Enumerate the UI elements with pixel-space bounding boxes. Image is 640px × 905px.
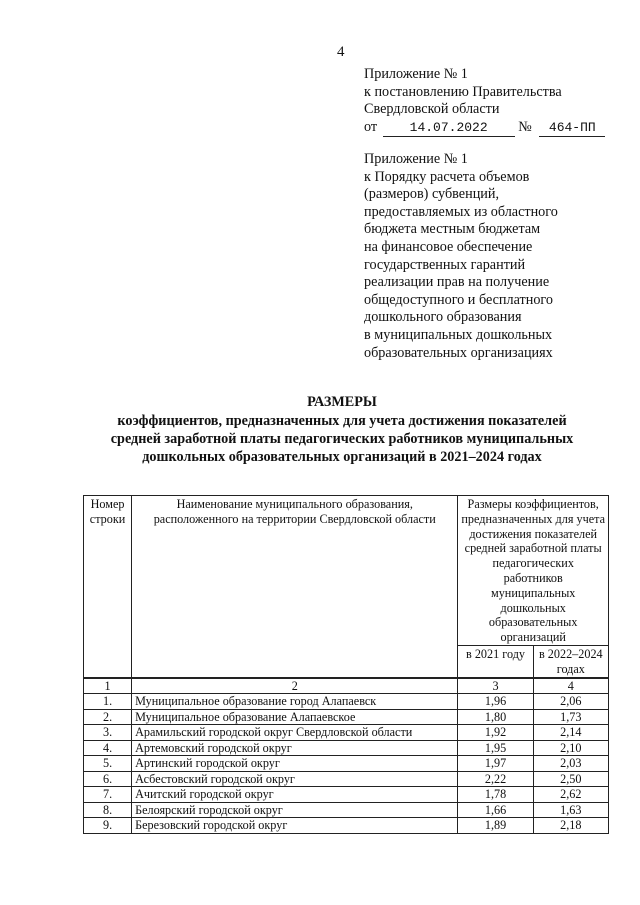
coef-2022-2024: 2,62	[533, 787, 608, 803]
table-row	[84, 756, 609, 772]
column-index: 3	[458, 678, 533, 694]
municipality-name: Ачитский городской округ	[132, 787, 458, 803]
table-row	[84, 709, 609, 725]
table-row	[84, 787, 609, 803]
coef-2021: 1,96	[458, 694, 533, 710]
header-years-2022-2024: в 2022–2024 годах	[533, 645, 608, 677]
municipality-name: Артинский городской округ	[132, 756, 458, 772]
coef-2022-2024: 2,14	[533, 725, 608, 741]
annex-line: Приложение № 1	[364, 151, 468, 167]
table-row	[84, 802, 609, 818]
table-row	[84, 694, 609, 710]
header-municipality-name: Наименование муниципального образования, расположенного на территории Свердловской области	[132, 496, 458, 678]
title-line: средней заработной платы педагогических работников муниципальных	[110, 431, 574, 447]
resolution-date-row	[364, 119, 605, 137]
coef-2021: 1,89	[458, 818, 533, 834]
annex-line: к Порядку расчета объемов	[364, 168, 530, 185]
column-index: 1	[84, 678, 132, 694]
row-number: 6.	[84, 771, 132, 787]
coef-2021: 1,92	[458, 725, 533, 741]
document-title	[60, 393, 624, 466]
table-row	[84, 740, 609, 756]
annex-line: предоставляемых из областного	[364, 203, 558, 220]
table-row	[84, 725, 609, 741]
resolution-number: 464-ПП	[539, 120, 605, 137]
annex-line: Приложение № 1	[364, 66, 468, 82]
row-number: 9.	[84, 818, 132, 834]
coefficients-table	[83, 495, 609, 834]
annex-line: (размеров) субвенций,	[364, 186, 500, 203]
annex-line: общедоступного и бесплатного	[364, 291, 553, 308]
coef-2021: 1,66	[458, 802, 533, 818]
coef-2022-2024: 1,73	[533, 709, 608, 725]
coef-2021: 1,78	[458, 787, 533, 803]
title-line: коэффициентов, предназначенных для учета достижения показателей	[117, 413, 567, 429]
row-number: 7.	[84, 787, 132, 803]
table-row	[84, 771, 609, 787]
coef-2021: 1,80	[458, 709, 533, 725]
coef-2022-2024: 2,06	[533, 694, 608, 710]
title-heading: РАЗМЕРЫ	[307, 394, 377, 410]
municipality-name: Березовский городской округ	[132, 818, 458, 834]
coef-2022-2024: 2,18	[533, 818, 608, 834]
municipality-name: Белоярский городской округ	[132, 802, 458, 818]
coef-2022-2024: 2,50	[533, 771, 608, 787]
number-prefix: №	[518, 118, 532, 135]
header-row-number: Номер строки	[84, 496, 132, 678]
coef-2022-2024: 1,63	[533, 802, 608, 818]
header-coefficients: Размеры коэффициентов, предназначенных для учета достижения показателей средней заработной платы педагогических работников муниципальных дошкольных образовательных организаций	[458, 496, 609, 646]
row-number: 2.	[84, 709, 132, 725]
annex-line: образовательных организациях	[364, 344, 553, 361]
annex-line: на финансовое обеспечение	[364, 238, 533, 255]
coef-2021: 1,97	[458, 756, 533, 772]
annex-line: Свердловской области	[364, 101, 500, 118]
annex-line: дошкольного образования	[364, 309, 522, 326]
column-index-row	[84, 678, 609, 694]
annex-line: бюджета местным бюджетам	[364, 221, 541, 238]
date-prefix: от	[364, 118, 378, 135]
title-line: дошкольных образовательных организаций в 2021–2024 годах	[142, 449, 542, 465]
row-number: 8.	[84, 802, 132, 818]
annex-line: государственных гарантий	[364, 256, 526, 273]
row-number: 3.	[84, 725, 132, 741]
row-number: 4.	[84, 740, 132, 756]
column-index: 2	[132, 678, 458, 694]
municipality-name: Арамильский городской округ Свердловской области	[132, 725, 458, 741]
coef-2022-2024: 2,10	[533, 740, 608, 756]
coef-2022-2024: 2,03	[533, 756, 608, 772]
row-number: 5.	[84, 756, 132, 772]
header-year-2021: в 2021 году	[458, 645, 533, 677]
column-index: 4	[533, 678, 608, 694]
annex-line: к постановлению Правительства	[364, 83, 562, 100]
table-row	[84, 818, 609, 834]
resolution-date: 14.07.2022	[383, 120, 515, 137]
coef-2021: 1,95	[458, 740, 533, 756]
coef-2021: 2,22	[458, 771, 533, 787]
municipality-name: Артемовский городской округ	[132, 740, 458, 756]
annex-resolution-block	[364, 66, 605, 137]
row-number: 1.	[84, 694, 132, 710]
municipality-name: Муниципальное образование город Алапаевск	[132, 694, 458, 710]
municipality-name: Муниципальное образование Алапаевское	[132, 709, 458, 725]
annex-line: реализации прав на получение	[364, 274, 550, 291]
annex-procedure-block	[364, 151, 558, 362]
annex-line: в муниципальных дошкольных	[364, 326, 553, 343]
page-number: 4	[337, 44, 345, 60]
municipality-name: Асбестовский городской округ	[132, 771, 458, 787]
